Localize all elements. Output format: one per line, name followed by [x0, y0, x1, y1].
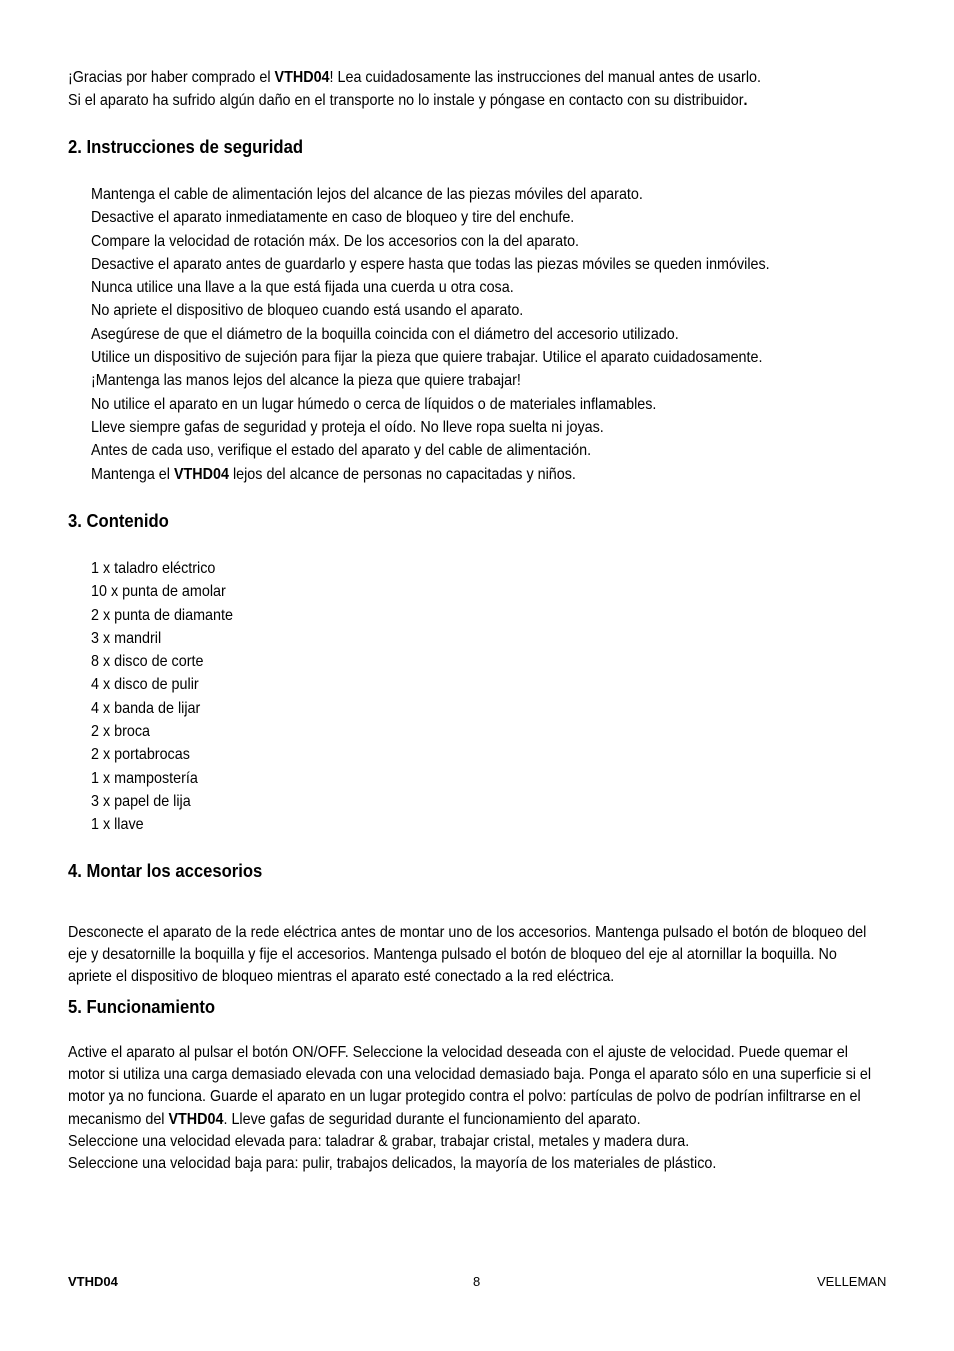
paragraph-text: . Lleve gafas de seguridad durante el funcionamiento del aparato.	[223, 1110, 641, 1128]
model-name: VTHD04	[168, 1110, 224, 1128]
list-item: 2 x portabrocas	[91, 746, 190, 764]
list-item: 2 x punta de diamante	[91, 606, 233, 624]
list-item: Nunca utilice una llave a la que está fijada una cuerda u otra cosa.	[91, 279, 514, 297]
paragraph-text: Active el aparato al pulsar el botón ON/OFF. Seleccione la velocidad deseada con el ajuste de velocidad. Puede quemar el motor si utiliza una carga demasiado elevada con una velocidad demasiado baja. Ponga el aparato sólo en una superficie si el motor ya no funciona. Guarde el aparato en un lugar protegido contra el polvo: partículas de polvo de podrían infiltrarse en el mecanismo del	[68, 1044, 872, 1128]
list-item: Asegúrese de que el diámetro de la boquilla coincida con el diámetro del accesorio utilizado.	[91, 325, 679, 343]
list-item	[91, 463, 770, 486]
list-item: ¡Mantenga las manos lejos del alcance la pieza que quiere trabajar!	[91, 372, 521, 390]
list-item: Utilice un dispositivo de sujeción para fijar la pieza que quiere trabajar. Utilice el aparato cuidadosamente.	[91, 349, 763, 367]
list-item: 1 x taladro eléctrico	[91, 560, 216, 577]
list-item: No apriete el dispositivo de bloqueo cuando está usando el aparato.	[91, 302, 524, 320]
section-title-accessories: 4. Montar los accesorios	[68, 860, 263, 881]
footer-model: VTHD04	[68, 1274, 118, 1289]
list-item: 4 x disco de pulir	[91, 676, 199, 694]
section-title-operation: 5. Funcionamiento	[68, 996, 216, 1017]
high-speed-line: Seleccione una velocidad elevada para: taladrar & grabar, trabajar cristal, metales y madera dura.	[68, 1132, 690, 1150]
intro-line-1	[68, 67, 761, 90]
model-name: VTHD04	[173, 465, 229, 483]
intro-text: Si el aparato ha sufrido algún daño en el transporte no lo instale y póngase en contacto con su distribuidor	[68, 91, 744, 109]
list-item: Lleve siempre gafas de seguridad y proteja el oído. No lleve ropa suelta ni joyas.	[91, 418, 604, 436]
list-item: Compare la velocidad de rotación máx. De los accesorios con la del aparato.	[91, 232, 580, 250]
list-item: Desactive el aparato inmediatamente en caso de bloqueo y tire del enchufe.	[91, 209, 575, 227]
list-item: 4 x banda de lijar	[91, 699, 201, 717]
list-item: 1 x mampostería	[91, 769, 198, 787]
list-item: Antes de cada uso, verifique el estado del aparato y del cable de alimentación.	[91, 442, 592, 460]
intro-text: ! Lea cuidadosamente las instrucciones del manual antes de usarlo.	[329, 69, 761, 86]
model-name: VTHD04	[274, 69, 330, 86]
intro	[68, 67, 821, 112]
list-item: 3 x papel de lija	[91, 792, 191, 810]
list-item: 10 x punta de amolar	[91, 583, 226, 601]
operation-paragraph	[68, 1042, 882, 1175]
footer-brand: VELLEMAN	[817, 1274, 887, 1289]
list-item: 2 x broca	[91, 723, 151, 741]
footer-page-number: 8	[473, 1274, 481, 1289]
intro-line-2	[68, 90, 761, 113]
low-speed-line: Seleccione una velocidad baja para: pulir, trabajos delicados, la mayoría de los materiales de plástico.	[68, 1155, 717, 1173]
section-title-contents: 3. Contenido	[68, 510, 169, 531]
list-item: No utilice el aparato en un lugar húmedo o cerca de líquidos o de materiales inflamables.	[91, 395, 657, 413]
intro-text: ¡Gracias por haber comprado el	[68, 69, 275, 86]
section-title-safety: 2. Instrucciones de seguridad	[68, 136, 304, 157]
accessories-paragraph: Desconecte el aparato de la rede eléctrica antes de montar uno de los accesorios. Mantenga pulsado el botón de bloqueo del eje y desatornille la boquilla y fije el accesorios. Mantenga pulsado el botón de bloqueo del eje al atornillar la boquilla. No apriete el dispositivo de bloqueo mientras el aparato esté conectado a la red eléctrica.	[68, 923, 867, 985]
safety-list	[91, 183, 829, 486]
list-item-text: Mantenga el	[91, 465, 174, 483]
intro-period: .	[743, 91, 748, 109]
contents-list	[91, 557, 245, 837]
list-item: Mantenga el cable de alimentación lejos del alcance de las piezas móviles del aparato.	[91, 186, 643, 203]
list-item: 8 x disco de corte	[91, 653, 204, 671]
list-item: 1 x llave	[91, 816, 144, 834]
list-item: Desactive el aparato antes de guardarlo y espere hasta que todas las piezas móviles se queden inmóviles.	[91, 255, 770, 273]
list-item-text: lejos del alcance de personas no capacitadas y niños.	[228, 465, 576, 483]
list-item: 3 x mandril	[91, 629, 162, 647]
